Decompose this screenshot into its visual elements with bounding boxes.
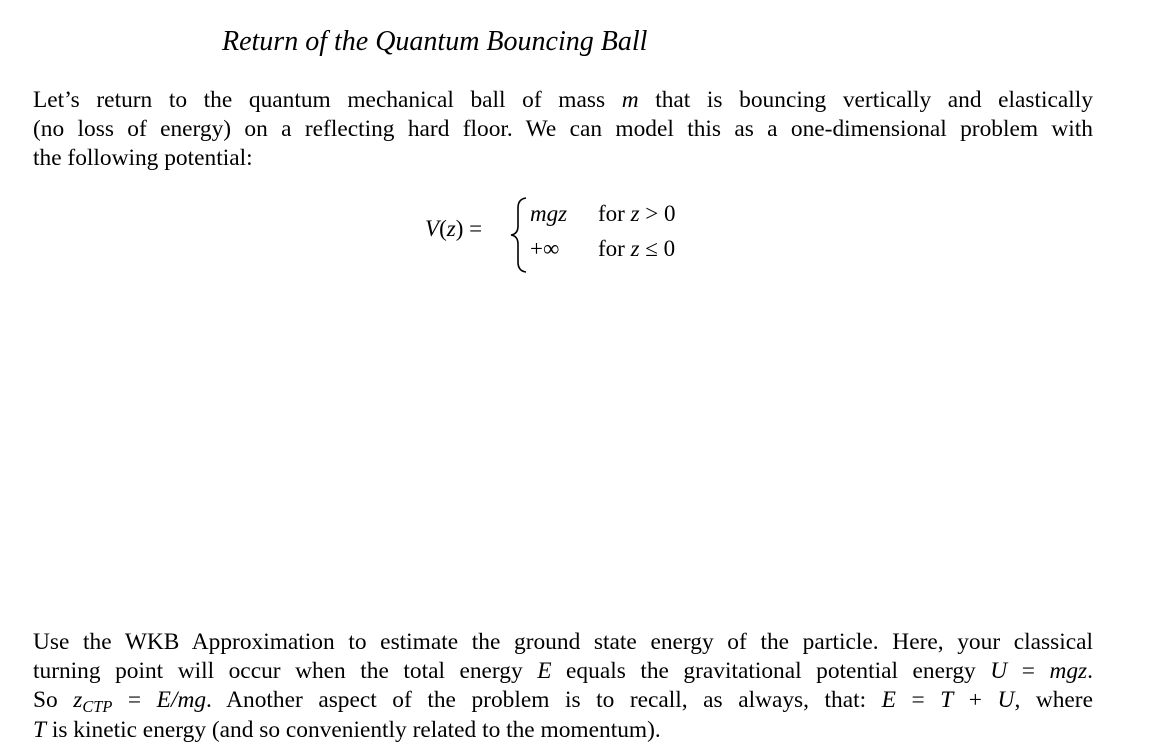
potential-symbol: V (425, 216, 440, 241)
case1-value: mgz (530, 201, 568, 226)
case1-for: for (598, 201, 625, 226)
wkb-line-3-eq2: = (895, 687, 941, 714)
kinetic-symbol-2: T (33, 716, 47, 743)
potential-energy-symbol-2: U (997, 687, 1015, 714)
wkb-paragraph (33, 628, 1093, 745)
case2-value: +∞ (530, 236, 560, 261)
intro-line-1 (33, 86, 1093, 115)
equation-lhs: V(z) = (425, 216, 483, 241)
position-variable: z (446, 216, 456, 241)
turning-point-symbol: z (73, 687, 83, 714)
potential-equation (425, 196, 725, 276)
intro-line-3: the following potential: (33, 145, 253, 172)
wkb-line-2-b: equals the gravitational potential energy (551, 658, 991, 685)
case2-condition (598, 236, 675, 262)
case2-rel: ≤ 0 (645, 236, 676, 261)
wkb-line-2-period: . (1087, 658, 1093, 685)
kinetic-symbol: T (940, 687, 954, 714)
case2-for: for (598, 236, 625, 261)
turning-point-subscript: CTP (82, 697, 113, 717)
mass-symbol: m (621, 87, 639, 113)
wkb-line-4 (33, 716, 1093, 745)
wkb-line-2 (33, 657, 1093, 686)
intro-line-1-b: that is bouncing vertically and elastically (638, 87, 1093, 113)
case2-var: z (630, 236, 640, 261)
wkb-line-2-a: turning point will occur when the total energy (33, 658, 538, 685)
intro-paragraph (33, 86, 1093, 174)
energy-symbol: E (537, 658, 552, 685)
plus-sign: + (953, 687, 998, 714)
potential-energy-symbol: U (990, 658, 1008, 685)
wkb-line-1: Use the WKB Approximation to estimate the ground state energy of the particle. Here, your classical (33, 629, 1093, 655)
wkb-line-3 (33, 686, 1093, 715)
intro-line-2: (no loss of energy) on a reflecting hard floor. We can model this as a one-dimensional problem with (33, 116, 1093, 143)
wkb-line-2-eq: = (1007, 658, 1050, 685)
energy-symbol-2: E (881, 687, 896, 714)
mgz-expression: mgz (1049, 658, 1088, 685)
wkb-line-4-a: is kinetic energy (and so conveniently related to the momentum). (46, 716, 661, 743)
e-over-mg: E/mg (156, 687, 207, 714)
wkb-line-3-c: , where (1014, 687, 1093, 714)
left-brace-icon (509, 196, 531, 274)
case1-var: z (630, 201, 640, 226)
wkb-line-3-eq: = (112, 687, 157, 714)
case1-condition (598, 201, 676, 227)
wkb-line-3-b: . Another aspect of the problem is to recall, as always, that: (206, 687, 882, 714)
intro-line-1-a: Let’s return to the quantum mechanical ball of mass (33, 87, 622, 113)
wkb-line-3-a: So (33, 687, 74, 714)
document-title: Return of the Quantum Bouncing Ball (222, 26, 648, 57)
equals-sign: = (469, 216, 483, 241)
case1-rel: > 0 (645, 201, 676, 226)
